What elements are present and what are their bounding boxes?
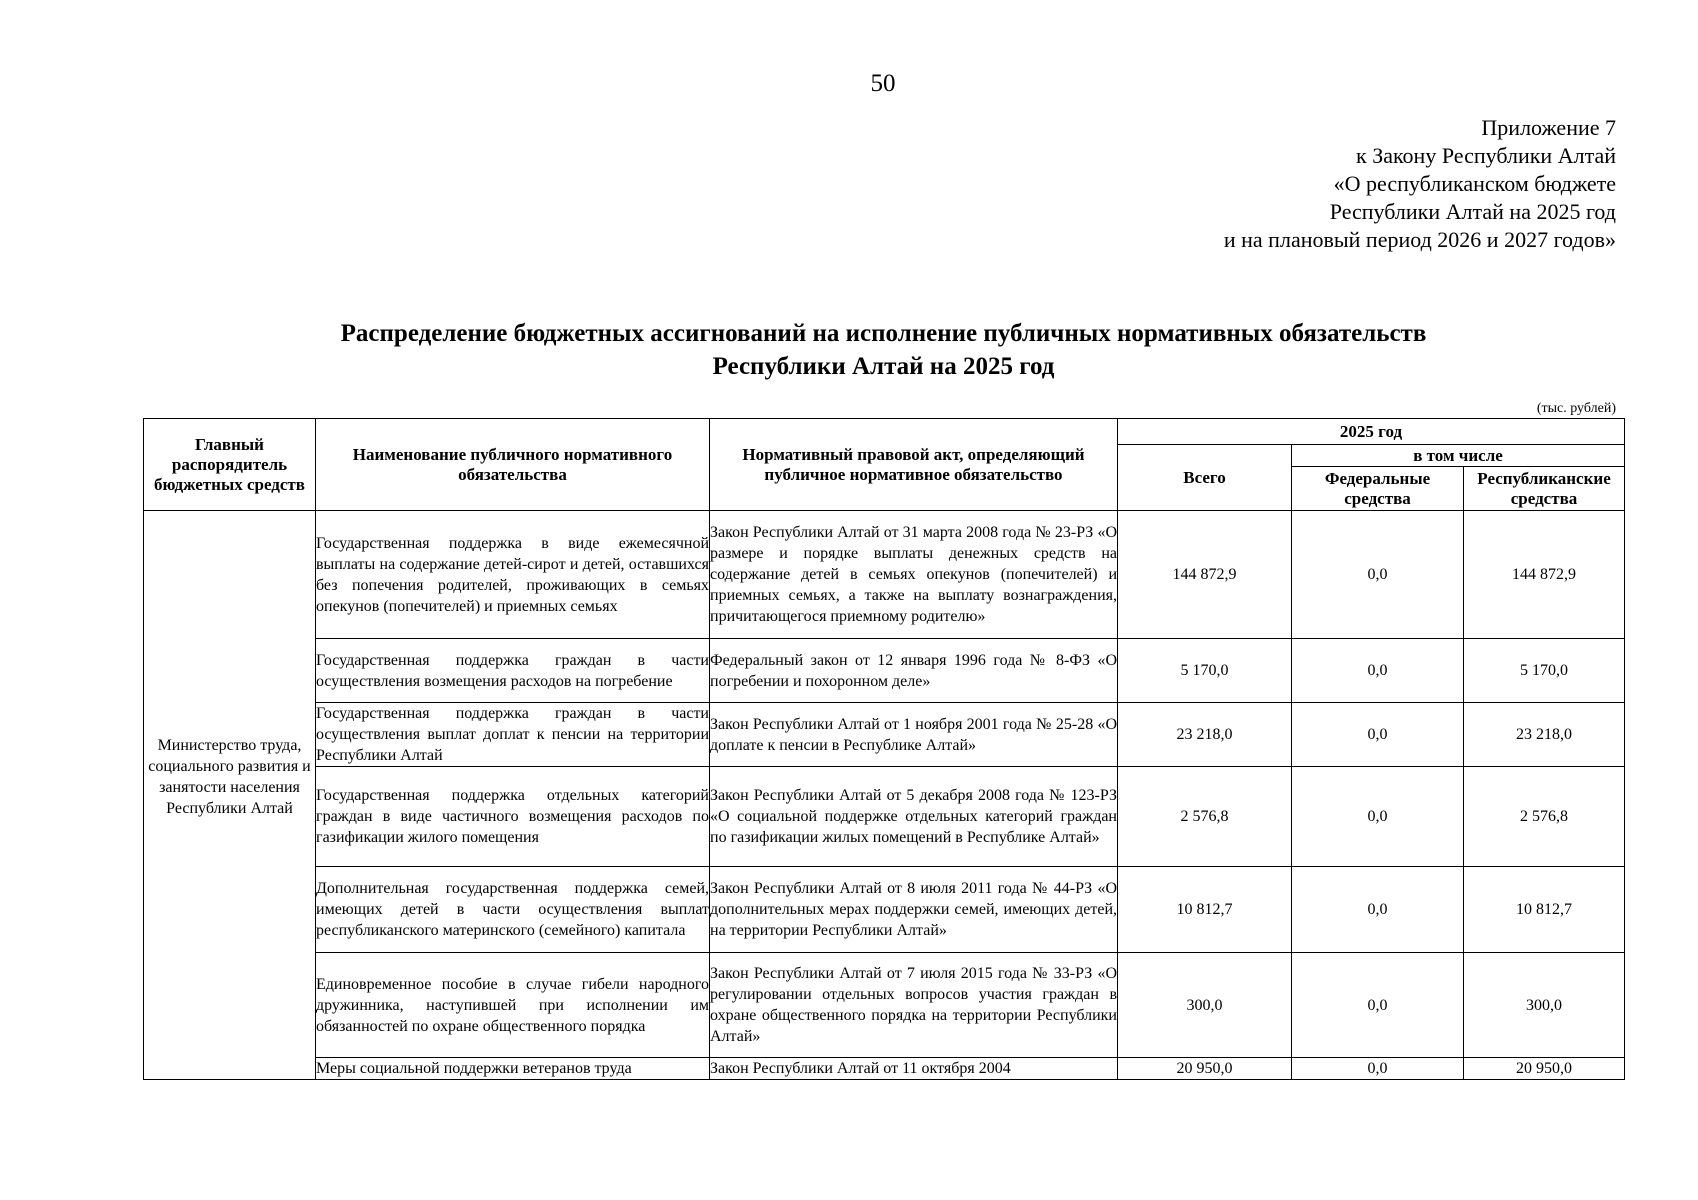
total-cell: 23 218,0 [1118, 703, 1292, 767]
act-cell: Федеральный закон от 12 января 1996 года № 8-ФЗ «О погребении и похоронном деле» [710, 639, 1118, 703]
appendix-line: Республики Алтай на 2025 год [1329, 199, 1616, 224]
republican-cell: 20 950,0 [1464, 1058, 1625, 1080]
table-row [144, 953, 1625, 1058]
republican-cell: 300,0 [1464, 953, 1625, 1058]
total-cell: 20 950,0 [1118, 1058, 1292, 1080]
total-cell: 144 872,9 [1118, 511, 1292, 639]
republican-cell: 23 218,0 [1464, 703, 1625, 767]
appendix-line: к Закону Республики Алтай [1356, 143, 1616, 168]
total-cell: 10 812,7 [1118, 867, 1292, 953]
republican-cell: 144 872,9 [1464, 511, 1625, 639]
obligation-cell: Дополнительная государственная поддержка семей, имеющих детей в части осуществления выплат республиканского материнского (семейного) капитала [316, 867, 710, 953]
header-total: Всего [1118, 445, 1292, 511]
act-cell: Закон Республики Алтай от 8 июля 2011 года № 44-РЗ «О дополнительных мерах поддержки семей, имеющих детей, на территории Республики Алтай» [710, 867, 1118, 953]
table-row [144, 867, 1625, 953]
obligation-cell: Государственная поддержка граждан в части осуществления выплат доплат к пенсии на территории Республики Алтай [316, 703, 710, 767]
obligation-cell: Меры социальной поддержки ветеранов труда [316, 1058, 710, 1080]
federal-cell: 0,0 [1292, 767, 1464, 867]
act-cell: Закон Республики Алтай от 5 декабря 2008 года № 123-РЗ «О социальной поддержке отдельных категорий граждан по газификации жилых помещений в Республике Алтай» [710, 767, 1118, 867]
appendix-header [1016, 114, 1616, 254]
republican-cell: 5 170,0 [1464, 639, 1625, 703]
act-cell: Закон Республики Алтай от 1 ноября 2001 года № 25-28 «О доплате к пенсии в Республике Алтай» [710, 703, 1118, 767]
republican-cell: 2 576,8 [1464, 767, 1625, 867]
header-republican: Республиканские средства [1464, 467, 1625, 511]
obligation-cell: Единовременное пособие в случае гибели народного дружинника, наступившей при исполнении им обязанностей по охране общественного порядка [316, 953, 710, 1058]
act-cell: Закон Республики Алтай от 31 марта 2008 года № 23-РЗ «О размере и порядке выплаты денежных средств на содержание детей в семьях опекунов (попечителей) и приемных семьях, а также на выплату вознаграждения, причитающегося приемному родителю» [710, 511, 1118, 639]
total-cell: 300,0 [1118, 953, 1292, 1058]
total-cell: 5 170,0 [1118, 639, 1292, 703]
header-distributor: Главный распорядитель бюджетных средств [144, 419, 316, 511]
document-title [143, 317, 1624, 383]
units-label: (тыс. рублей) [1536, 401, 1616, 416]
federal-cell: 0,0 [1292, 511, 1464, 639]
federal-cell: 0,0 [1292, 639, 1464, 703]
federal-cell: 0,0 [1292, 953, 1464, 1058]
table-row [144, 511, 1625, 639]
table-row [144, 1058, 1625, 1080]
header-obligation: Наименование публичного нормативного обязательства [316, 419, 710, 511]
appendix-line: «О республиканском бюджете [1333, 171, 1616, 196]
federal-cell: 0,0 [1292, 1058, 1464, 1080]
obligation-cell: Государственная поддержка в виде ежемесячной выплаты на содержание детей-сирот и детей, оставшихся без попечения родителей, проживающих в семьях опекунов (попечителей) и приемных семьях [316, 511, 710, 639]
distributor-name: Министерство труда, социального развития и занятости населения Республики Алтай [148, 737, 311, 817]
table-row [144, 703, 1625, 767]
table-row [144, 639, 1625, 703]
page-number: 50 [870, 70, 896, 97]
distributor-cell [144, 511, 316, 1080]
title-line-1: Распределение бюджетных ассигнований на исполнение публичных нормативных обязательств [340, 320, 1427, 347]
allocation-table [143, 418, 1625, 1080]
header-year: 2025 год [1118, 419, 1625, 445]
total-cell: 2 576,8 [1118, 767, 1292, 867]
obligation-cell: Государственная поддержка граждан в части осуществления возмещения расходов на погребение [316, 639, 710, 703]
act-cell: Закон Республики Алтай от 7 июля 2015 года № 33-РЗ «О регулировании отдельных вопросов участия граждан в охране общественного порядка на территории Республики Алтай» [710, 953, 1118, 1058]
title-line-2: Республики Алтай на 2025 год [712, 353, 1055, 380]
act-cell: Закон Республики Алтай от 11 октября 2004 [710, 1058, 1118, 1080]
header-act: Нормативный правовой акт, определяющий публичное нормативное обязательство [710, 419, 1118, 511]
republican-cell: 10 812,7 [1464, 867, 1625, 953]
federal-cell: 0,0 [1292, 703, 1464, 767]
appendix-line: Приложение 7 [1481, 115, 1616, 140]
federal-cell: 0,0 [1292, 867, 1464, 953]
header-federal: Федеральные средства [1292, 467, 1464, 511]
header-including: в том числе [1292, 445, 1625, 467]
appendix-line: и на плановый период 2026 и 2027 годов» [1223, 227, 1616, 252]
table-row [144, 767, 1625, 867]
obligation-cell: Государственная поддержка отдельных категорий граждан в виде частичного возмещения расходов по газификации жилого помещения [316, 767, 710, 867]
